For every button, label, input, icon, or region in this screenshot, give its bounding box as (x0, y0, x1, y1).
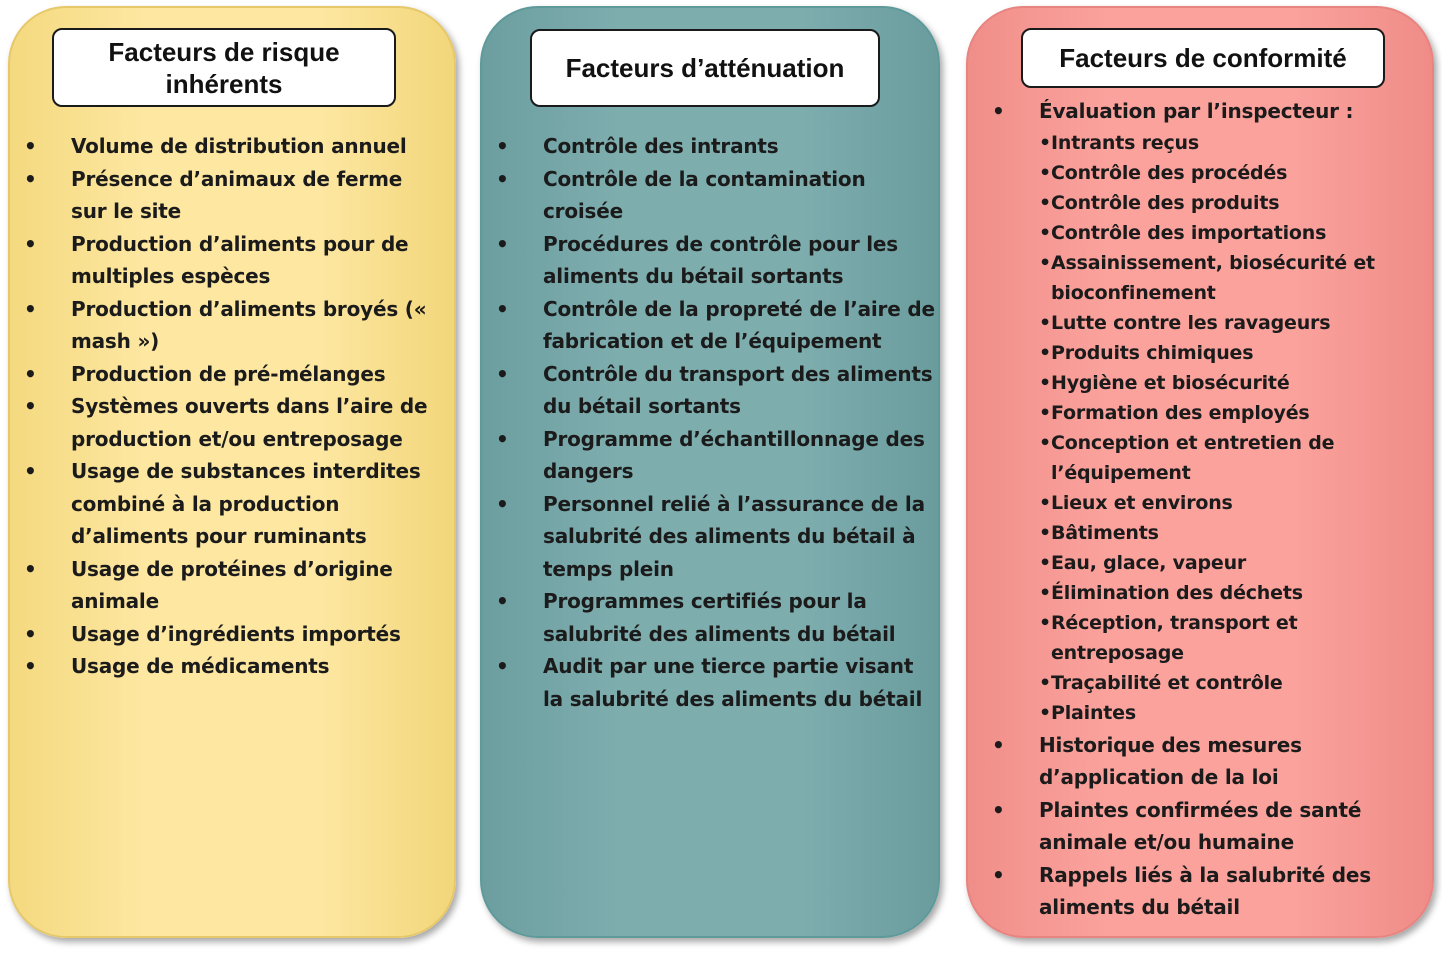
list-item: • Rappels liés à la salubrité des aliments du bétail (992, 859, 1412, 924)
list-item: • Contrôle des intrants (496, 130, 936, 163)
sub-list-item: • Contrôle des produits (1039, 188, 1412, 218)
sub-list-item: • Réception, transport et entreposage (1039, 608, 1412, 668)
list-inherent-risk (24, 130, 436, 683)
list-item-label: Évaluation par l’inspecteur : (1039, 99, 1354, 123)
sub-list-item: • Contrôle des procédés (1039, 158, 1412, 188)
title-mitigation: Facteurs d’atténuation (530, 29, 880, 107)
list-item: • Usage de médicaments (24, 650, 436, 683)
list-mitigation (496, 130, 936, 715)
list-item: • Usage de protéines d’origine animale (24, 553, 436, 618)
sub-list-item: • Formation des employés (1039, 398, 1412, 428)
sub-list-item: • Lieux et environs (1039, 488, 1412, 518)
list-item: • Personnel relié à l’assurance de la salubrité des aliments du bétail à temps plein (496, 488, 936, 586)
sub-list-item: • Traçabilité et contrôle (1039, 668, 1412, 698)
list-item: • Usage d’ingrédients importés (24, 618, 436, 651)
list-item: • Programmes certifiés pour la salubrité des aliments du bétail (496, 585, 936, 650)
list-compliance (992, 95, 1412, 924)
sub-list-item: • Contrôle des importations (1039, 218, 1412, 248)
list-item: • Volume de distribution annuel (24, 130, 436, 163)
sub-list-item: • Plaintes (1039, 698, 1412, 728)
sub-list-item: • Intrants reçus (1039, 128, 1412, 158)
sublist-inspector-evaluation (1039, 128, 1412, 728)
sub-list-item: • Lutte contre les ravageurs (1039, 308, 1412, 338)
sub-list-item: • Bâtiments (1039, 518, 1412, 548)
sub-list-item: • Hygiène et biosécurité (1039, 368, 1412, 398)
sub-list-item: • Produits chimiques (1039, 338, 1412, 368)
list-item: • Procédures de contrôle pour les aliments du bétail sortants (496, 228, 936, 293)
list-item: • Audit par une tierce partie visant la salubrité des aliments du bétail (496, 650, 936, 715)
list-item-inspector-evaluation (992, 95, 1412, 728)
list-item: • Plaintes confirmées de santé animale et/ou humaine (992, 794, 1412, 859)
list-item: • Historique des mesures d’application de la loi (992, 729, 1412, 794)
list-item: • Contrôle de la contamination croisée (496, 163, 936, 228)
list-item: • Production de pré-mélanges (24, 358, 436, 391)
list-item: • Contrôle du transport des aliments du bétail sortants (496, 358, 936, 423)
sub-list-item: • Eau, glace, vapeur (1039, 548, 1412, 578)
sub-list-item: • Assainissement, biosécurité et bioconfinement (1039, 248, 1412, 308)
list-item: • Programme d’échantillonnage des dangers (496, 423, 936, 488)
list-item: • Production d’aliments broyés (« mash ») (24, 293, 436, 358)
sub-list-item: • Élimination des déchets (1039, 578, 1412, 608)
list-item: • Systèmes ouverts dans l’aire de production et/ou entreposage (24, 390, 436, 455)
list-item: • Usage de substances interdites combiné à la production d’aliments pour ruminants (24, 455, 436, 553)
list-item: • Production d’aliments pour de multiples espèces (24, 228, 436, 293)
title-inherent-risk: Facteurs de risque inhérents (52, 28, 396, 107)
list-item: • Contrôle de la propreté de l’aire de fabrication et de l’équipement (496, 293, 936, 358)
sub-list-item: • Conception et entretien de l’équipement (1039, 428, 1412, 488)
title-compliance: Facteurs de conformité (1021, 28, 1385, 88)
list-item: • Présence d’animaux de ferme sur le site (24, 163, 436, 228)
